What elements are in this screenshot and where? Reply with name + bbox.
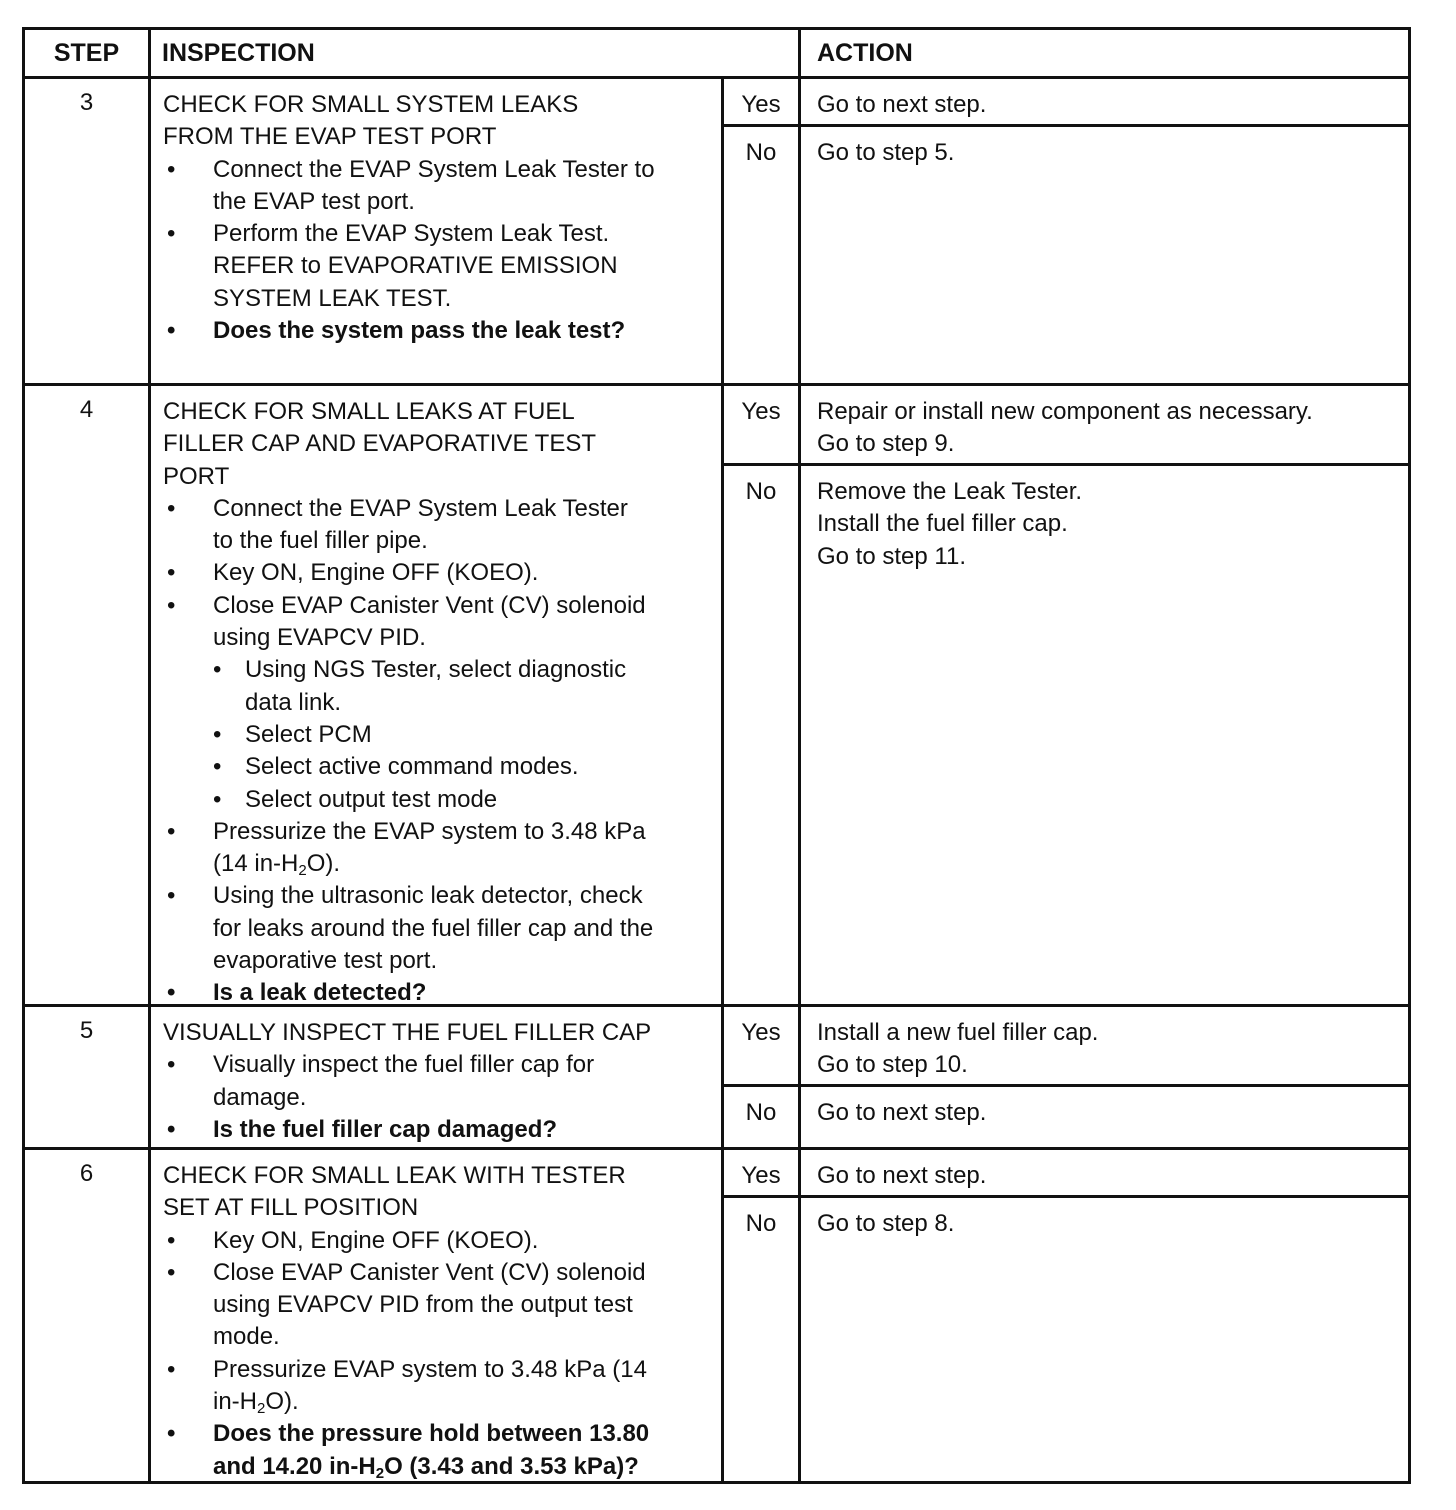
bullet-line: using EVAPCV PID.	[213, 624, 426, 652]
bullet-line: REFER to EVAPORATIVE EMISSION	[213, 252, 618, 280]
bullet-line: • Perform the EVAP System Leak Test.	[213, 220, 610, 248]
question-line	[213, 1451, 713, 1483]
no-label: No	[724, 1198, 801, 1481]
inspection-bullet	[163, 590, 713, 655]
bullet-line	[213, 848, 713, 880]
bullet-line: • Select active command modes.	[245, 753, 579, 781]
inspection-question: • Does the system pass the leak test?	[163, 315, 713, 347]
yes-no-block	[724, 79, 1408, 383]
inspection-bullet	[163, 880, 713, 977]
bullet-line: the EVAP test port.	[213, 187, 415, 215]
inspection-sub-bullet	[163, 654, 713, 719]
step-row-3	[25, 79, 1408, 386]
bullet-line: • Pressurize the EVAP system to 3.48 kPa	[213, 817, 646, 845]
bullet-line: • Connect the EVAP System Leak Tester to	[213, 155, 655, 183]
inspection-bullet	[163, 1049, 713, 1114]
bullet-line: using EVAPCV PID from the output test	[213, 1291, 633, 1319]
yes-label: Yes	[724, 79, 801, 124]
inspection-cell	[151, 386, 724, 1007]
title-line: CHECK FOR SMALL LEAK WITH TESTER	[163, 1162, 626, 1189]
no-action	[801, 127, 1408, 383]
inspection-title	[163, 396, 713, 493]
inspection-bullet	[163, 1257, 713, 1354]
bullet-line: • Select output test mode	[245, 785, 498, 813]
step-row-5	[25, 1007, 1408, 1150]
action-line: Install the fuel filler cap.	[817, 510, 1068, 538]
yes-no-block	[724, 386, 1408, 1004]
title-line: SET AT FILL POSITION	[163, 1194, 419, 1222]
bullet-line: • Using the ultrasonic leak detector, check	[213, 882, 643, 910]
inspection-bullet	[163, 816, 713, 881]
yes-action	[801, 1150, 1408, 1195]
inspection-cell	[151, 1150, 724, 1481]
action-line: Repair or install new component as necessary.	[817, 398, 1313, 425]
bullet-line: • Visually inspect the fuel filler cap for	[213, 1051, 595, 1079]
no-action	[801, 466, 1408, 1004]
bullet-line: • Key ON, Engine OFF (KOEO).	[213, 1226, 539, 1254]
bullet-line: mode.	[213, 1323, 280, 1351]
bullet-line: to the fuel filler pipe.	[213, 527, 428, 555]
question-line: • Does the pressure hold between 13.80	[213, 1420, 650, 1448]
subscript: 2	[375, 1464, 385, 1482]
yes-label: Yes	[724, 1007, 801, 1084]
no-row	[724, 127, 1408, 383]
bullet-line: SYSTEM LEAK TEST.	[213, 284, 452, 312]
text-fragment: O (3.43 and 3.53 kPa)?	[384, 1452, 639, 1480]
no-action	[801, 1087, 1408, 1147]
text-fragment: (14 in-H	[213, 850, 299, 878]
inspection-title	[163, 1160, 713, 1225]
text-fragment: O).	[306, 850, 341, 878]
inspection-cell	[151, 1007, 724, 1147]
title-line: CHECK FOR SMALL LEAKS AT FUEL	[163, 398, 575, 425]
inspection-title	[163, 1017, 713, 1049]
diagnostic-table	[22, 27, 1411, 1484]
yes-label: Yes	[724, 386, 801, 463]
yes-action	[801, 1007, 1408, 1084]
inspection-title	[163, 89, 713, 154]
step-row-6	[25, 1150, 1408, 1481]
inspection-sub-bullet	[163, 784, 713, 816]
action-line: Go to step 11.	[817, 542, 966, 570]
bullet-line: data link.	[245, 688, 342, 716]
no-row	[724, 466, 1408, 1004]
inspection-cell	[151, 79, 724, 383]
bullet-line: damage.	[213, 1083, 307, 1111]
title-line: FROM THE EVAP TEST PORT	[163, 123, 497, 151]
step-number: 3	[25, 79, 151, 383]
yes-row	[724, 1150, 1408, 1198]
no-label: No	[724, 1087, 801, 1147]
bullet-line: for leaks around the fuel filler cap and the	[213, 914, 654, 942]
step-row-4	[25, 386, 1408, 1007]
action-line: Install a new fuel filler cap.	[817, 1019, 1099, 1046]
yes-action	[801, 386, 1408, 463]
bullet-line: • Close EVAP Canister Vent (CV) solenoid	[213, 591, 646, 619]
table-header	[25, 30, 1408, 79]
inspection-bullet	[163, 557, 713, 589]
inspection-bullet	[163, 493, 713, 558]
bullet-line: evaporative test port.	[213, 947, 438, 975]
no-label: No	[724, 466, 801, 1004]
text-fragment: and 14.20 in-H	[213, 1452, 376, 1480]
title-line: PORT	[163, 462, 230, 490]
text-fragment: O).	[265, 1388, 299, 1416]
action-line: Go to step 9.	[817, 430, 955, 458]
bullet-line: • Close EVAP Canister Vent (CV) solenoid	[213, 1258, 646, 1286]
step-number: 5	[25, 1007, 151, 1147]
title-line: FILLER CAP AND EVAPORATIVE TEST	[163, 430, 597, 458]
inspection-question: • Is the fuel filler cap damaged?	[163, 1114, 713, 1146]
bullet-line: • Key ON, Engine OFF (KOEO).	[213, 559, 539, 587]
action-line: Go to next step.	[817, 1099, 987, 1126]
inspection-bullet	[163, 218, 713, 315]
text-fragment: in-H	[213, 1388, 258, 1416]
yes-row	[724, 386, 1408, 466]
action-line: Go to next step.	[817, 1162, 987, 1189]
inspection-bullet	[163, 154, 713, 219]
bullet-line: • Pressurize EVAP system to 3.48 kPa (14	[213, 1355, 647, 1383]
inspection-bullet	[163, 1225, 713, 1257]
no-row	[724, 1198, 1408, 1481]
inspection-sub-bullet	[163, 751, 713, 783]
inspection-bullet	[163, 1354, 713, 1419]
step-number: 4	[25, 386, 151, 1004]
inspection-sub-bullet	[163, 719, 713, 751]
yes-action	[801, 79, 1408, 124]
action-line: Remove the Leak Tester.	[817, 478, 1083, 505]
action-line: Go to next step.	[817, 91, 987, 118]
header-action: ACTION	[817, 39, 913, 67]
inspection-question	[163, 1418, 713, 1483]
yes-no-block	[724, 1150, 1408, 1481]
yes-no-block	[724, 1007, 1408, 1147]
subscript: 2	[257, 1400, 266, 1418]
inspection-question: • Is a leak detected?	[163, 977, 713, 1009]
yes-row	[724, 79, 1408, 127]
title-line: VISUALLY INSPECT THE FUEL FILLER CAP	[163, 1019, 652, 1046]
bullet-line: • Connect the EVAP System Leak Tester	[213, 494, 628, 522]
no-row	[724, 1087, 1408, 1147]
no-action	[801, 1198, 1408, 1481]
header-step: STEP	[25, 30, 151, 76]
no-label: No	[724, 127, 801, 383]
action-line: Go to step 8.	[817, 1210, 955, 1237]
subscript: 2	[298, 862, 307, 880]
action-line: Go to step 10.	[817, 1051, 968, 1079]
bullet-line: • Using NGS Tester, select diagnostic	[245, 656, 627, 684]
bullet-line: • Select PCM	[245, 720, 372, 748]
yes-label: Yes	[724, 1150, 801, 1195]
bullet-line	[213, 1386, 713, 1418]
action-line: Go to step 5.	[817, 139, 955, 166]
step-number: 6	[25, 1150, 151, 1481]
header-inspection: INSPECTION	[151, 30, 801, 76]
yes-row	[724, 1007, 1408, 1087]
title-line: CHECK FOR SMALL SYSTEM LEAKS	[163, 91, 579, 118]
